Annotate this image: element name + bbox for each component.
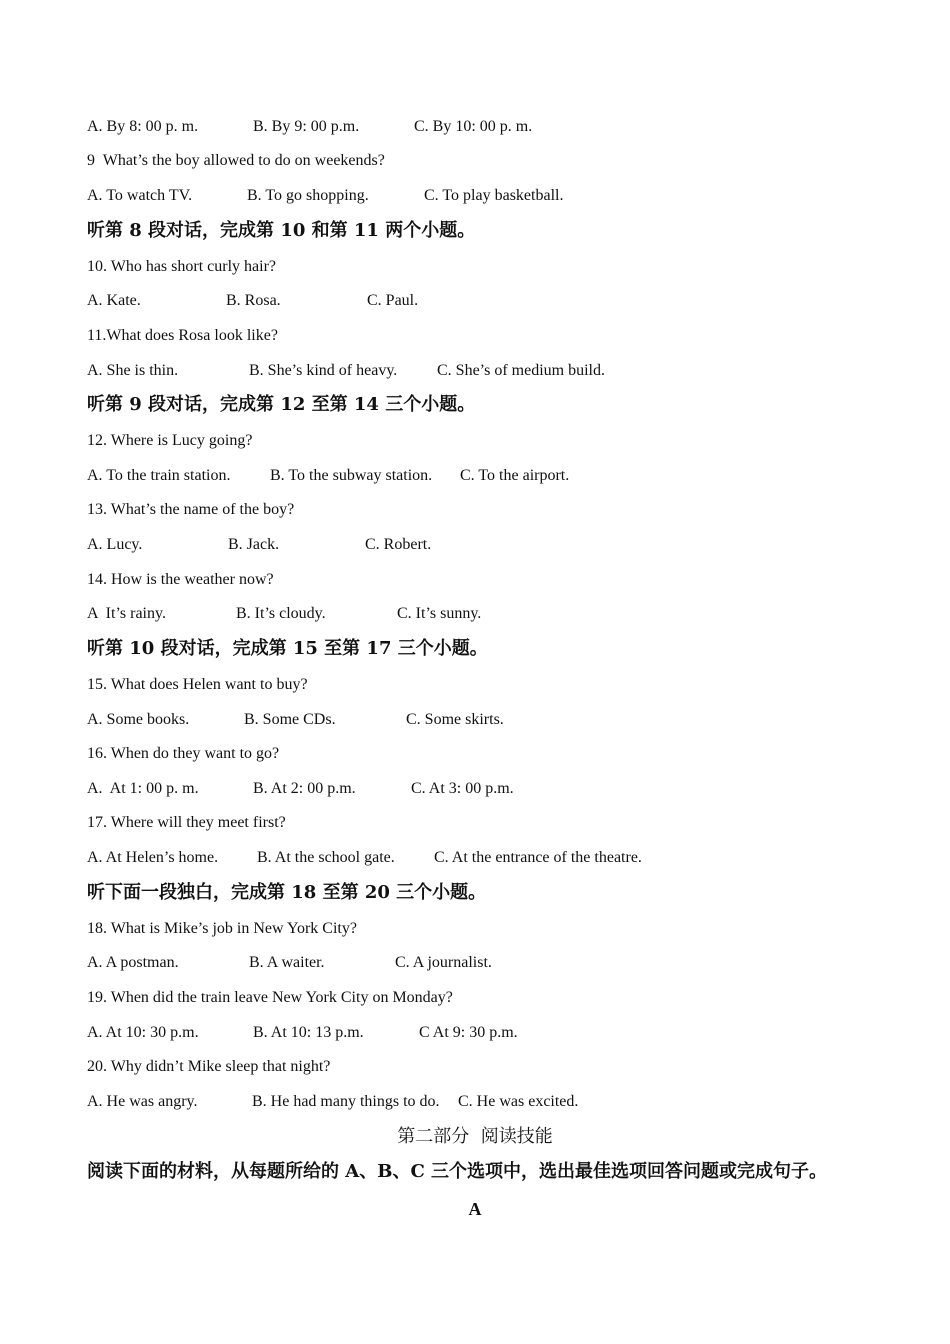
- q17-option-a: A. At Helen’s home.: [87, 849, 219, 866]
- q18-option-c: C. A journalist.: [395, 954, 492, 971]
- q20-option-c: C. He was excited.: [458, 1093, 579, 1110]
- q9-option-c: C. To play basketball.: [424, 187, 564, 204]
- q14-question: 14. How is the weather now?: [87, 571, 274, 588]
- q18-question: 18. What is Mike’s job in New York City?: [87, 920, 357, 937]
- q14-option-a: A It’s rainy.: [87, 605, 166, 622]
- section-heading-dialogue-9: 听第 9 段对话，完成第 12 至第 14 三个小题。: [87, 394, 476, 415]
- q20-option-a: A. He was angry.: [87, 1093, 198, 1110]
- q15-question: 15. What does Helen want to buy?: [87, 676, 308, 693]
- q13-option-b: B. Jack.: [228, 536, 280, 553]
- q10-option-a: A. Kate.: [87, 292, 141, 309]
- q12-option-a: A. To the train station.: [87, 467, 231, 484]
- q18-option-a: A. A postman.: [87, 954, 179, 971]
- q12-option-c: C. To the airport.: [460, 467, 570, 484]
- q18-option-b: B. A waiter.: [249, 954, 325, 971]
- part-two-title: 第二部分 阅读技能: [397, 1126, 553, 1147]
- q11-option-a: A. She is thin.: [87, 362, 179, 379]
- q15-option-a: A. Some books.: [87, 711, 190, 728]
- q16-option-a: A. At 1: 00 p. m.: [87, 780, 199, 797]
- q20-option-b: B. He had many things to do.: [252, 1093, 440, 1110]
- section-heading-dialogue-8: 听第 8 段对话，完成第 10 和第 11 两个小题。: [87, 220, 476, 241]
- q20-question: 20. Why didn’t Mike sleep that night?: [87, 1058, 331, 1075]
- q16-question: 16. When do they want to go?: [87, 745, 280, 762]
- part-two-instruction: 阅读下面的材料，从每题所给的 A、B、C 三个选项中，选出最佳选项回答问题或完成句子。: [87, 1161, 828, 1182]
- q17-option-c: C. At the entrance of the theatre.: [434, 849, 642, 866]
- q19-option-c: C At 9: 30 p.m.: [419, 1024, 518, 1041]
- q11-question: 11.What does Rosa look like?: [87, 327, 278, 344]
- q19-option-b: B. At 10: 13 p.m.: [253, 1024, 364, 1041]
- q15-option-c: C. Some skirts.: [406, 711, 504, 728]
- q13-option-c: C. Robert.: [365, 536, 432, 553]
- q8-option-c: C. By 10: 00 p. m.: [414, 118, 533, 135]
- q16-option-b: B. At 2: 00 p.m.: [253, 780, 356, 797]
- q12-question: 12. Where is Lucy going?: [87, 432, 253, 449]
- q10-option-b: B. Rosa.: [226, 292, 281, 309]
- q9-option-a: A. To watch TV.: [87, 187, 193, 204]
- q17-question: 17. Where will they meet first?: [87, 814, 286, 831]
- q16-option-c: C. At 3: 00 p.m.: [411, 780, 514, 797]
- q19-question: 19. When did the train leave New York City on Monday?: [87, 989, 453, 1006]
- q17-option-b: B. At the school gate.: [257, 849, 395, 866]
- q9-question: 9 What’s the boy allowed to do on weekends?: [87, 152, 385, 169]
- q19-option-a: A. At 10: 30 p.m.: [87, 1024, 199, 1041]
- q12-option-b: B. To the subway station.: [270, 467, 433, 484]
- q14-option-b: B. It’s cloudy.: [236, 605, 326, 622]
- q10-option-c: C. Paul.: [367, 292, 419, 309]
- section-heading-monologue: 听下面一段独白，完成第 18 至第 20 三个小题。: [87, 882, 487, 903]
- q13-option-a: A. Lucy.: [87, 536, 143, 553]
- q11-option-b: B. She’s kind of heavy.: [249, 362, 398, 379]
- q11-option-c: C. She’s of medium build.: [437, 362, 605, 379]
- q15-option-b: B. Some CDs.: [244, 711, 336, 728]
- passage-label: A: [468, 1199, 482, 1219]
- section-heading-dialogue-10: 听第 10 段对话，完成第 15 至第 17 三个小题。: [87, 638, 488, 659]
- q8-option-a: A. By 8: 00 p. m.: [87, 118, 199, 135]
- q14-option-c: C. It’s sunny.: [397, 605, 482, 622]
- q10-question: 10. Who has short curly hair?: [87, 258, 276, 275]
- q9-option-b: B. To go shopping.: [247, 187, 369, 204]
- q13-question: 13. What’s the name of the boy?: [87, 501, 295, 518]
- q8-option-b: B. By 9: 00 p.m.: [253, 118, 360, 135]
